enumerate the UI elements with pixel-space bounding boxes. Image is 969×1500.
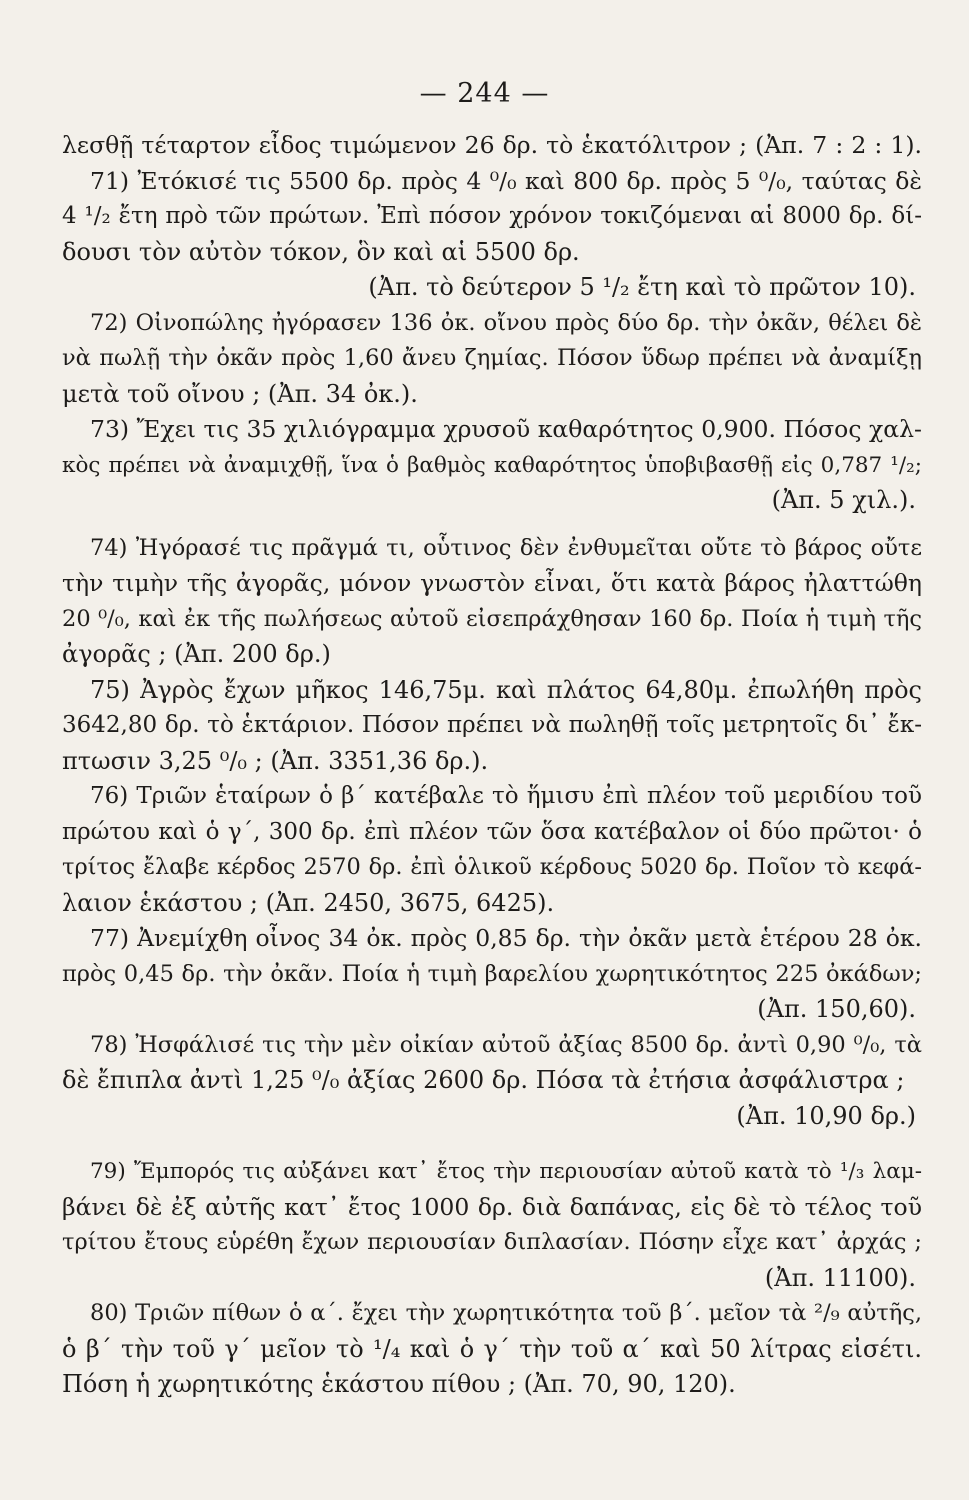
text-line: πτωσιν 3,25 ⁰/₀ ; (Ἀπ. 3351,36 δρ.).: [62, 746, 489, 775]
text-line: τὴν τιμὴν τῆς ἀγορᾶς, μόνον γνωστὸν εἶναι, ὅτι κατὰ βάρος ἠλαττώθη: [62, 569, 922, 597]
text-line: 71) Ἐτόκισέ τις 5500 δρ. πρὸς 4 ⁰/₀ καὶ 800 δρ. πρὸς 5 ⁰/₀, ταύτας δὲ: [90, 166, 922, 195]
answer-line: (Ἀπ. 5 χιλ.).: [771, 486, 916, 514]
answer-line: (Ἀπ. 11100).: [764, 1263, 916, 1292]
text-line: 79) Ἔμπορός τις αὐξάνει κατ᾽ ἔτος τὴν περιουσίαν αὐτοῦ κατὰ τὸ ¹/₃ λαμ-: [90, 1159, 922, 1184]
problems-text: [62, 128, 922, 1403]
answer-line: (Ἀπ. τὸ δεύτερον 5 ¹/₂ ἔτη καὶ τὸ πρῶτον 10).: [368, 273, 916, 301]
text-line: 80) Τριῶν πίθων ὁ α΄. ἔχει τὴν χωρητικότητα τοῦ β΄. μεῖον τὰ ²/₉ αὐτῆς,: [90, 1300, 922, 1326]
text-line: τρίτος ἔλαβε κέρδος 2570 δρ. ἐπὶ ὁλικοῦ κέρδους 5020 δρ. Ποῖον τὸ κεφά-: [62, 854, 922, 880]
text-line: λεσθῇ τέταρτον εἶδος τιμώμενον 26 δρ. τὸ ἑκατόλιτρον ; (Ἀπ. 7 : 2 : 1).: [62, 131, 922, 159]
text-line: 3642,80 δρ. τὸ ἑκτάριον. Πόσον πρέπει νὰ πωληθῇ τοῖς μετρητοῖς δι᾽ ἔκ-: [62, 712, 922, 738]
text-line: 74) Ἠγόρασέ τις πρᾶγμά τι, οὗτινος δὲν ἐνθυμεῖται οὔτε τὸ βάρος οὔτε: [90, 534, 922, 561]
text-line: τρίτου ἔτους εὑρέθη ἔχων περιουσίαν διπλασίαν. Πόσην εἶχε κατ᾽ ἀρχάς ;: [62, 1229, 922, 1255]
text-line: 72) Οἰνοπώλης ἠγόρασεν 136 ὀκ. οἴνου πρὸς δύο δρ. τὴν ὀκᾶν, θέλει δὲ: [90, 309, 922, 336]
text-line: 77) Ἀνεμίχθη οἶνος 34 ὀκ. πρὸς 0,85 δρ. τὴν ὀκᾶν μετὰ ἑτέρου 28 ὀκ.: [90, 924, 922, 952]
text-line: 4 ¹/₂ ἔτη πρὸ τῶν πρώτων. Ἐπὶ πόσον χρόνον τοκιζόμεναι αἱ 8000 δρ. δί-: [62, 203, 922, 229]
text-line: 73) Ἔχει τις 35 χιλιόγραμμα χρυσοῦ καθαρότητος 0,900. Πόσος χαλ-: [90, 415, 922, 443]
page-number: — 244 —: [419, 78, 550, 109]
answer-line: (Ἀπ. 150,60).: [757, 995, 916, 1023]
text-line: 20 ⁰/₀, καὶ ἐκ τῆς πωλήσεως αὐτοῦ εἰσεπράχθησαν 160 δρ. Ποία ἡ τιμὴ τῆς: [62, 605, 922, 632]
text-line: μετὰ τοῦ οἴνου ; (Ἀπ. 34 ὀκ.).: [62, 379, 418, 408]
text-line: ὁ β΄ τὴν τοῦ γ΄ μεῖον τὸ ¹/₄ καὶ ὁ γ΄ τὴν τοῦ α΄ καὶ 50 λίτρας εἰσέτι.: [62, 1334, 922, 1363]
text-line: κὸς πρέπει νὰ ἀναμιχθῇ, ἵνα ὁ βαθμὸς καθαρότητος ὑποβιβασθῇ εἰς 0,787 ¹/₂;: [62, 452, 922, 478]
text-line: ἀγορᾶς ; (Ἀπ. 200 δρ.): [62, 640, 331, 668]
text-line: δὲ ἔπιπλα ἀντὶ 1,25 ⁰/₀ ἀξίας 2600 δρ. Πόσα τὰ ἐτήσια ἀσφάλιστρα ;: [62, 1066, 905, 1094]
text-line: 75) Ἀγρὸς ἔχων μῆκος 146,75μ. καὶ πλάτος 64,80μ. ἐπωλήθη πρὸς: [90, 675, 922, 704]
text-line: 78) Ἠσφάλισέ τις τὴν μὲν οἰκίαν αὐτοῦ ἀξίας 8500 δρ. ἀντὶ 0,90 ⁰/₀, τὰ: [90, 1031, 922, 1058]
text-line: βάνει δὲ ἐξ αὐτῆς κατ᾽ ἔτος 1000 δρ. διὰ δαπάνας, εἰς δὲ τὸ τέλος τοῦ: [62, 1192, 922, 1221]
answer-line: (Ἀπ. 10,90 δρ.): [736, 1101, 916, 1130]
text-line: 76) Τριῶν ἑταίρων ὁ β΄ κατέβαλε τὸ ἥμισυ ἐπὶ πλέον τοῦ μεριδίου τοῦ: [90, 783, 922, 809]
text-line: Πόση ἡ χωρητικότης ἑκάστου πίθου ; (Ἀπ. 70, 90, 120).: [62, 1370, 736, 1398]
text-line: δουσι τὸν αὐτὸν τόκον, ὃν καὶ αἱ 5500 δρ.: [62, 237, 580, 266]
text-line: λαιον ἑκάστου ; (Ἀπ. 2450, 3675, 6425).: [62, 888, 555, 917]
text-line: πρὸς 0,45 δρ. τὴν ὀκᾶν. Ποία ἡ τιμὴ βαρελίου χωρητικότητος 225 ὀκάδων;: [62, 960, 922, 987]
text-line: πρώτου καὶ ὁ γ΄, 300 δρ. ἐπὶ πλέον τῶν ὅσα κατέβαλον οἱ δύο πρῶτοι· ὁ: [62, 818, 922, 845]
text-line: νὰ πωλῇ τὴν ὀκᾶν πρὸς 1,60 ἄνευ ζημίας. Πόσον ὕδωρ πρέπει νὰ ἀναμίξῃ: [62, 345, 922, 371]
